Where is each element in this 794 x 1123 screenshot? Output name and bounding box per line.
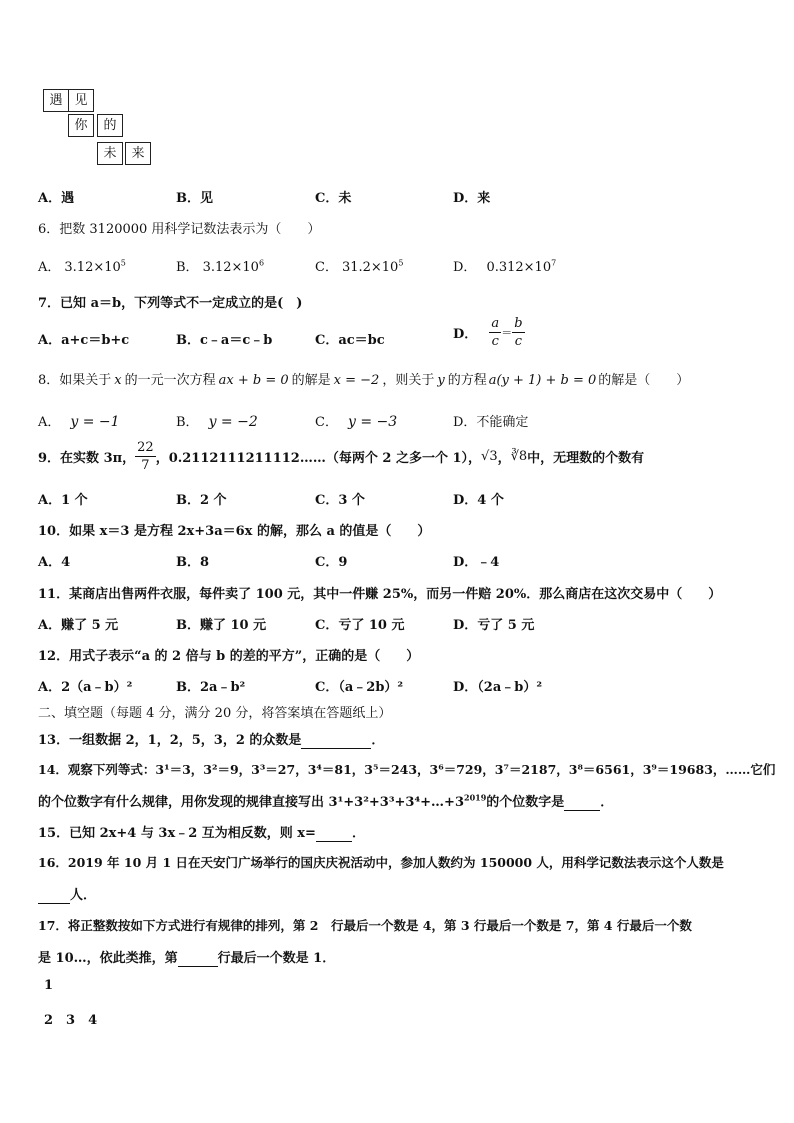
- q17-text-b: 行最后一个数是 1．: [217, 951, 336, 966]
- q7-d-fraction-right: [512, 317, 524, 348]
- q8-text-6: 的解是（ ）: [598, 373, 690, 388]
- q8-equation-2: a(y + 1) + b = 0: [488, 373, 597, 388]
- q5-option-c: C．未: [315, 191, 352, 206]
- q11-option-a: A．赚了 5 元: [38, 618, 119, 633]
- q7-d-den1: c: [491, 334, 499, 349]
- q9-separator: ，: [497, 451, 511, 466]
- q10-option-c: C．9: [315, 555, 348, 570]
- q11-option-c: C．亏了 10 元: [315, 618, 405, 633]
- q9-option-d: D．4 个: [453, 493, 504, 508]
- q17-line-1: 17．将正整数按如下方式进行有规律的排列，第 2 行最后一个数是 4，第 3 行最后一个数是 7，第 4 行最后一个数: [38, 918, 692, 933]
- q16-line-2: [38, 884, 96, 904]
- q15-answer-blank[interactable]: [316, 826, 352, 842]
- q11-option-b: B．赚了 10 元: [176, 618, 267, 633]
- q17-row-2: 2 3 4: [44, 1013, 98, 1028]
- q6-b-exponent: 6: [258, 258, 265, 268]
- q10-option-d: D．﹣4: [453, 555, 500, 570]
- q6-b-label: B．: [176, 260, 199, 275]
- q16-line-1: 16．2019 年 10 月 1 日在天安门广场举行的国庆庆祝活动中，参加人数约为 150000 人，用科学记数法表示这个人数是: [38, 855, 724, 870]
- q7-d-den2: c: [514, 334, 522, 349]
- q9-fraction: [135, 441, 156, 472]
- q8-text-5: 的方程: [447, 373, 487, 388]
- q17-line-2: [38, 947, 335, 967]
- q6-c-value: 31.2×10: [341, 260, 399, 275]
- net-cell-1: 遇: [43, 89, 69, 112]
- q7-d-label: D．: [453, 327, 478, 342]
- q6-a-label: A．: [38, 260, 61, 275]
- q7-d-num2: b: [514, 316, 523, 331]
- q16-end: 人．: [70, 888, 97, 903]
- q8-stem: [38, 369, 689, 388]
- q7-option-c: C．ac＝bc: [315, 333, 385, 348]
- q14-line-2: [38, 791, 613, 811]
- net-cell-5: 未: [97, 142, 123, 165]
- q6-a-exponent: 5: [120, 258, 126, 268]
- q11-option-d: D．亏了 5 元: [453, 618, 535, 633]
- net-cell-2: 见: [68, 89, 94, 112]
- q8-text-2: 的一元一次方程: [124, 373, 216, 388]
- q7-stem: 7．已知 a＝b，下列等式不一定成立的是( ): [38, 296, 303, 311]
- q6-option-c: [315, 256, 403, 275]
- q7-d-equals: ＝: [501, 326, 513, 340]
- q9-text-3: 中，无理数的个数有: [527, 451, 645, 466]
- q9-cbrt8: ∛8: [510, 449, 528, 464]
- q6-b-value: 3.12×10: [202, 260, 259, 275]
- q9-option-b: B．2 个: [176, 493, 227, 508]
- q8-option-b: [176, 411, 258, 430]
- q6-d-label: D．: [453, 260, 477, 275]
- q16-answer-blank[interactable]: [38, 888, 70, 904]
- q12-option-b: B．2a﹣b²: [176, 680, 246, 695]
- q8-text-4: ，则关于: [382, 373, 435, 388]
- q6-d-value: 0.312×10: [486, 260, 552, 275]
- q8-var-x: x: [114, 373, 122, 388]
- q8-text-1: 8．如果关于: [38, 373, 112, 388]
- q9-fraction-den: 7: [141, 458, 150, 473]
- q8-option-a: [38, 411, 120, 430]
- q9-text-1: 9．在实数 3π，: [38, 451, 136, 466]
- net-cell-4: 的: [97, 114, 123, 137]
- q15: [38, 822, 365, 842]
- q14-exponent: 2019: [464, 792, 487, 803]
- q9-fraction-num: 22: [137, 440, 154, 455]
- q15-end: ．: [351, 826, 365, 841]
- q6-option-d: [453, 256, 556, 275]
- q8-b-label: B．: [176, 415, 199, 430]
- q17-text-a: 是 10…，依此类推，第: [38, 951, 178, 966]
- q10-stem: 10．如果 x＝3 是方程 2x+3a＝6x 的解，那么 a 的值是（ ）: [38, 524, 431, 539]
- q9-sqrt3: √3: [481, 449, 498, 464]
- q7-d-fraction-left: [489, 317, 501, 348]
- q12-option-a: A．2（a﹣b）²: [38, 680, 133, 695]
- q13-stem: 13．一组数据 2，1，2，5，3，2 的众数是: [38, 733, 302, 748]
- q13: [38, 729, 384, 749]
- q14-line-1: 14．观察下列等式：3¹＝3，3²＝9，3³＝27，3⁴＝81，3⁵＝243，3⁶＝729，3⁷＝2187，3⁸＝6561，3⁹＝19683，……它们: [38, 762, 776, 777]
- q9-option-a: A．1 个: [38, 493, 88, 508]
- q17-row-1: 1: [44, 978, 54, 993]
- q8-b-value: y = −2: [208, 414, 258, 430]
- q7-option-d: [453, 317, 525, 348]
- q8-c-label: C．: [315, 415, 338, 430]
- q6-c-exponent: 5: [398, 258, 404, 268]
- q10-option-a: A．4: [38, 555, 71, 570]
- q11-stem: 11．某商店出售两件衣服，每件卖了 100 元，其中一件赚 25%，而另一件赔 20%．那么商店在这次交易中（ ）: [38, 587, 722, 602]
- q6-option-b: [176, 256, 264, 275]
- q14-answer-blank[interactable]: [564, 795, 600, 811]
- q9-stem: [38, 441, 644, 472]
- q5-option-a: A．遇: [38, 191, 75, 206]
- q17-answer-blank[interactable]: [178, 951, 218, 967]
- q8-c-value: y = −3: [347, 414, 398, 430]
- q14-text-b: 的个位数字是: [486, 795, 565, 810]
- q10-option-b: B．8: [176, 555, 210, 570]
- q8-text-3: 的解是: [291, 373, 331, 388]
- q6-c-label: C．: [315, 260, 338, 275]
- q8-option-d: D．不能确定: [453, 415, 529, 430]
- section-2-heading: 二、填空题（每题 4 分，满分 20 分，将答案填在答题纸上）: [38, 706, 392, 721]
- q7-option-b: B．c﹣a＝c﹣b: [176, 333, 273, 348]
- q7-d-num1: a: [491, 316, 500, 331]
- q7-option-a: A．a+c＝b+c: [38, 333, 130, 348]
- q5-option-d: D．来: [453, 191, 491, 206]
- q13-end: ．: [371, 733, 385, 748]
- q9-option-c: C．3 个: [315, 493, 365, 508]
- q14-end: ．: [600, 795, 614, 810]
- net-cell-6: 来: [125, 142, 151, 165]
- q6-a-value: 3.12×10: [64, 260, 121, 275]
- q8-a-value: y = −1: [70, 414, 120, 430]
- q9-text-2: ，0.2112111211112……（每两个 2 之多一个 1），: [155, 451, 482, 466]
- q12-option-c: C．（a﹣2b）²: [315, 680, 404, 695]
- q12-option-d: D．（2a﹣b）²: [453, 680, 543, 695]
- q8-solution: x = −2: [333, 373, 380, 388]
- q5-option-b: B．见: [176, 191, 213, 206]
- q8-equation-1: ax + b = 0: [218, 373, 289, 388]
- q8-var-y: y: [437, 373, 445, 388]
- net-cell-3: 你: [68, 114, 94, 137]
- q8-option-c: [315, 411, 397, 430]
- q13-answer-blank[interactable]: [301, 733, 371, 749]
- q12-stem: 12．用式子表示“a 的 2 倍与 b 的差的平方”，正确的是（ ）: [38, 649, 420, 664]
- q8-a-label: A．: [38, 415, 61, 430]
- q6-d-exponent: 7: [551, 258, 557, 268]
- q6-stem: 6．把数 3120000 用科学记数法表示为（ ）: [38, 222, 321, 237]
- q15-stem: 15．已知 2x+4 与 3x﹣2 互为相反数，则 x=: [38, 826, 316, 841]
- q14-text-a: 的个位数字有什么规律，用你发现的规律直接写出 3¹+3²+3³+3⁴+…+3: [38, 795, 464, 810]
- q6-option-a: [38, 256, 126, 275]
